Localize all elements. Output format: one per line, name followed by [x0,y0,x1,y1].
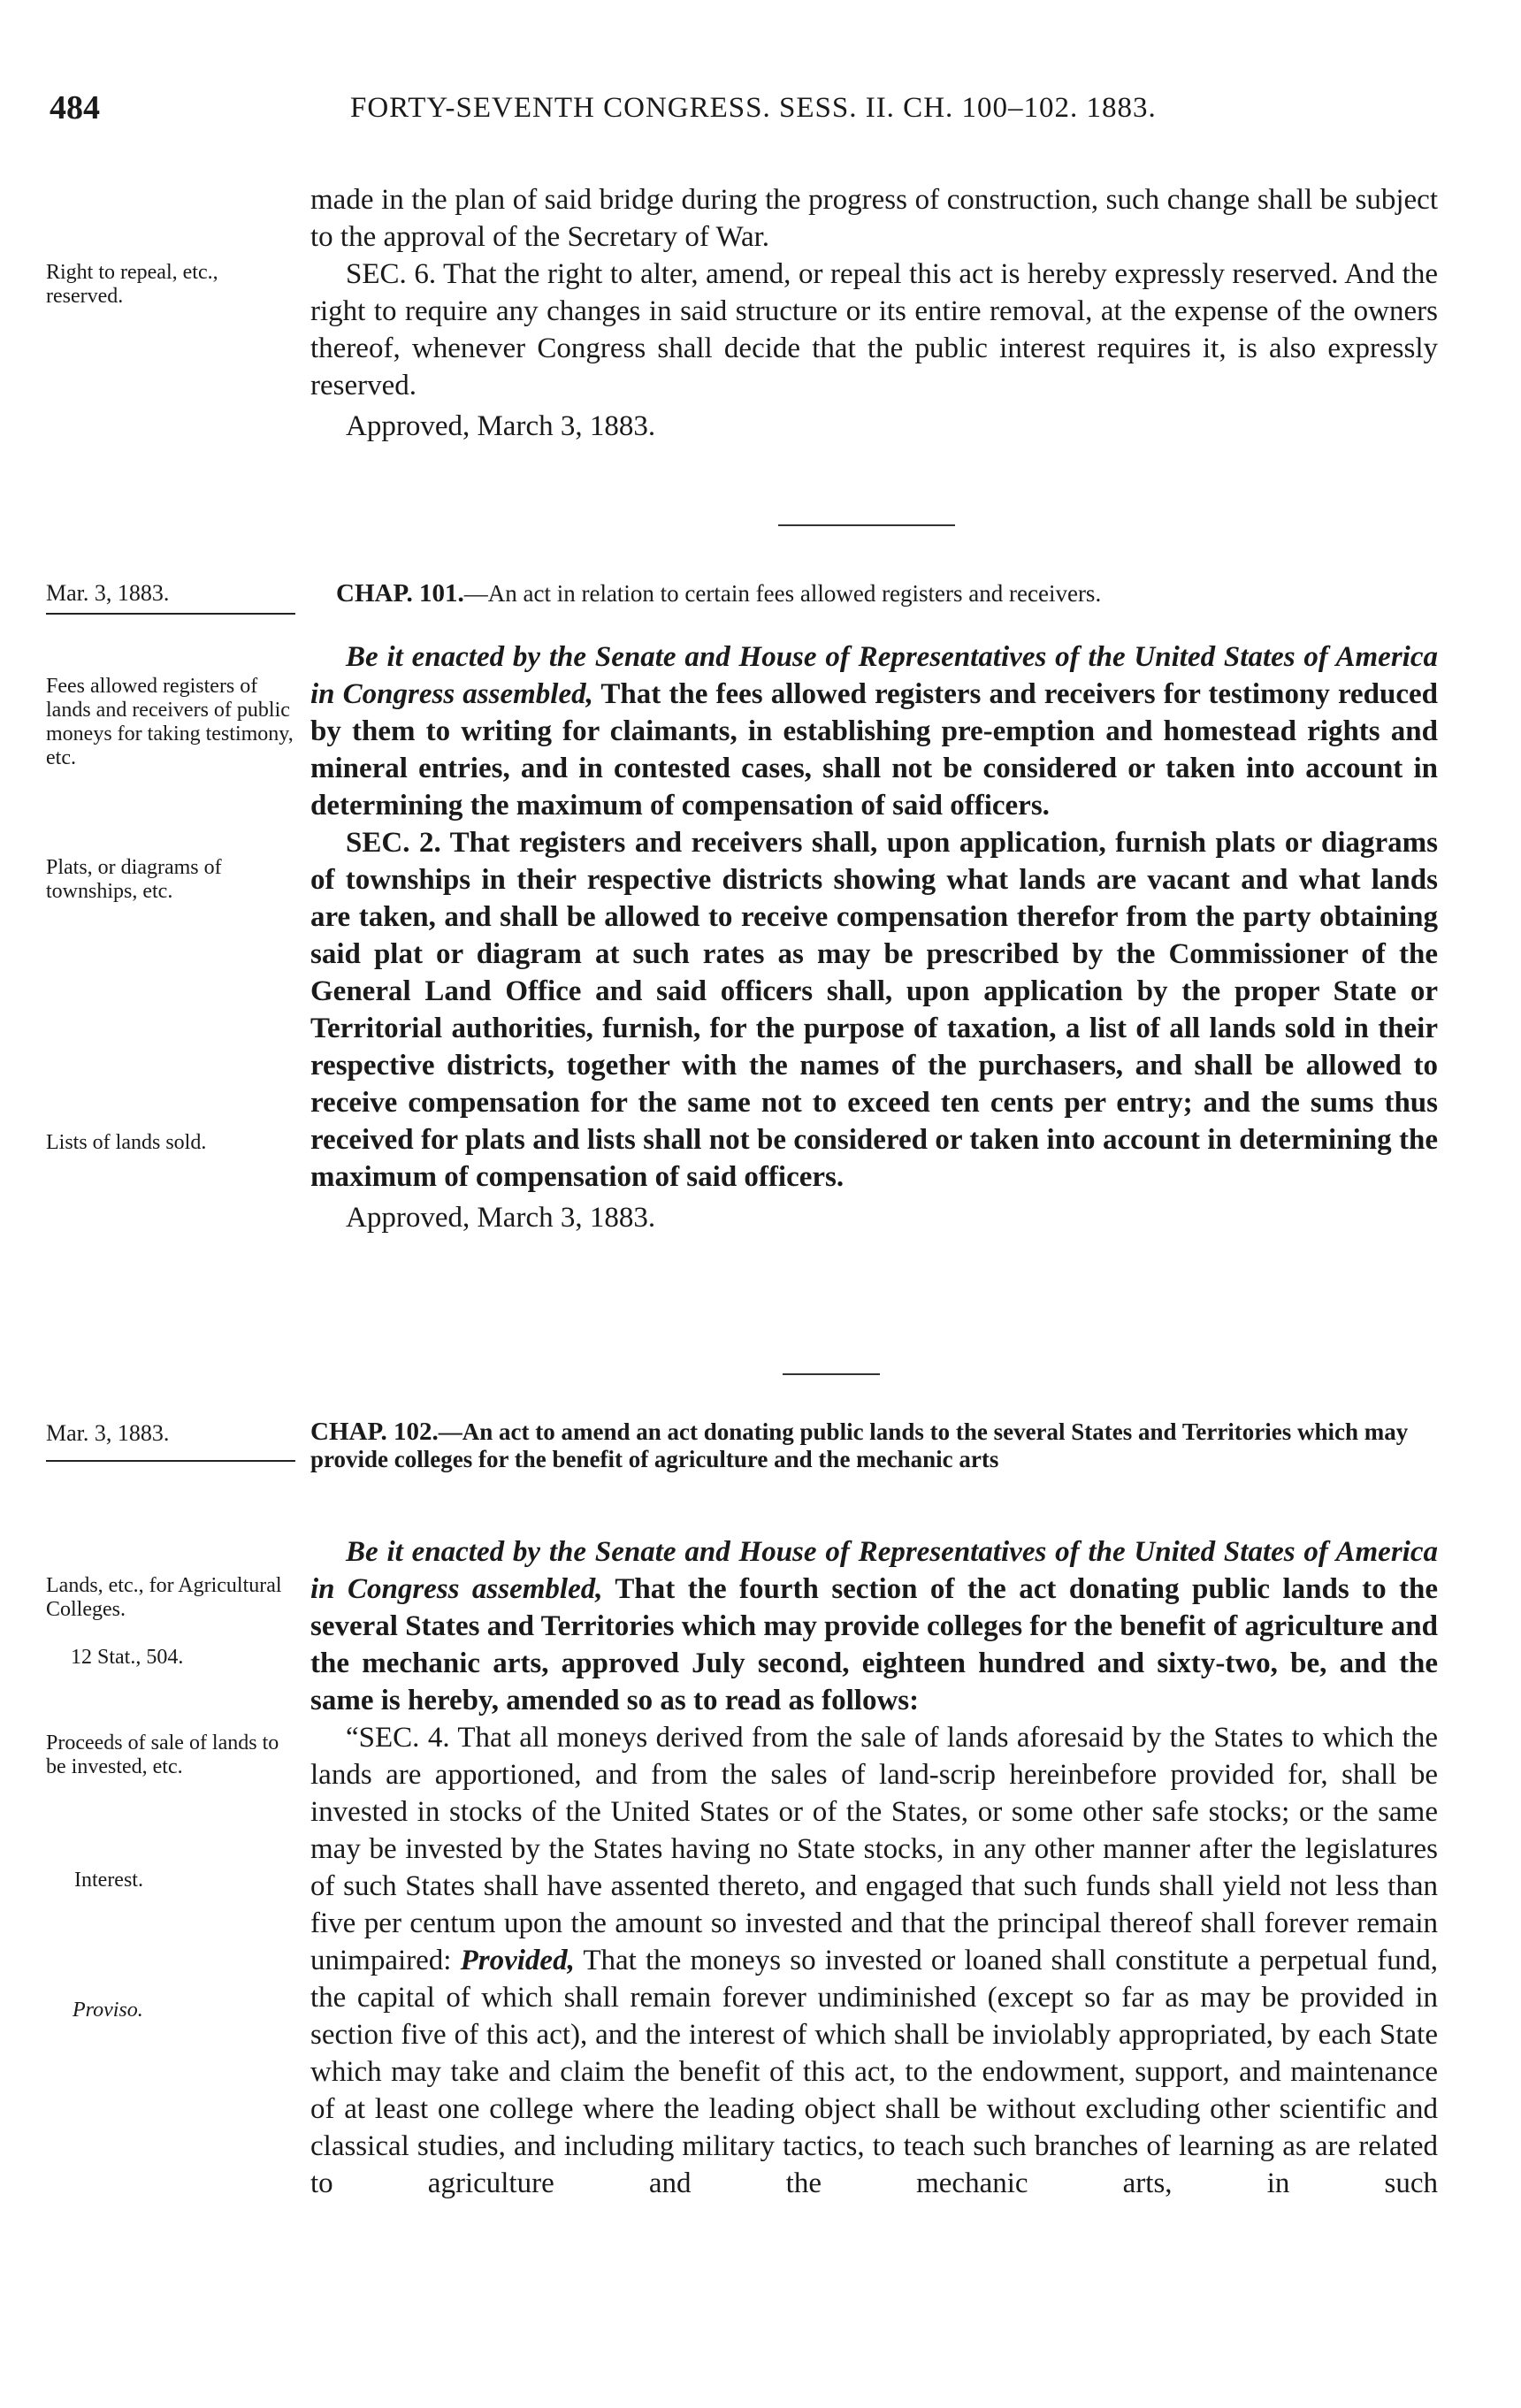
margin-note-lists: Lists of lands sold. [46,1131,207,1154]
chap102-section4 [310,1719,1438,2202]
chap100-continuation [310,181,1438,256]
margin-note-plats: Plats, or diagrams of townships, etc. [46,856,222,903]
chap100-section6 [310,256,1438,445]
chap102-date-rule [46,1460,295,1462]
chap101-date-rule [46,613,295,615]
chap102-body [310,1533,1438,2202]
chap101-label: CHAP. 101. [336,579,464,608]
margin-note-right-to-repeal: Right to repeal, etc., reserved. [46,261,218,308]
page-header [50,88,1437,133]
continuation-paragraph: made in the plan of said bridge during the progress of construction, such change shall be subject to the approval of the Secretary of War. [310,184,1438,253]
margin-note-proceeds: Proceeds of sale of lands to be invested, etc. [46,1731,279,1778]
chap102-heading [310,1418,1438,1473]
chap102-section1-text: That the fourth section of the act donating public lands to the several States and Territories which may provide colleges for the benefit of agriculture and the mechanic arts, approved July second, eighteen hundred and sixty-two, be, and the same is hereby, amended so as to read as follows: [310,1573,1439,1716]
chap102-date: Mar. 3, 1883. [46,1420,170,1446]
chap101-section1-text: That the fees allowed registers and receivers for testimony reduced by them to writing for claimants, in establishing pre-emption and homestead rights and mineral entries, and in contested cases, shall not be considered or taken into account in determining the maximum of compensation of said officers. [310,678,1439,822]
margin-note-fees: Fees allowed registers of lands and receivers of public moneys for taking testimony, etc. [46,675,294,769]
chap102-section4-proviso-text: That the moneys so invested or loaned shall constitute a perpetual fund, the capital of which shall remain forever undiminished (except so far as may be provided in section five of this act), and the interest of which shall be inviolably appropriated, by each State which may take and claim the benefit of this act, to the endowment, support, and maintenance of at least one college where the leading object shall be without excluding other scientific and classical studies, and including military tactics, to teach such branches of learning as are related to agriculture and the mechanic arts, in such [310,1945,1438,2199]
chap101-section2: SEC. 2. That registers and receivers shall, upon application, furnish plats or diagrams of townships in their respective districts showing what lands are vacant and what lands are taken, and shall be allowed to receive compensation therefor from the party obtaining said plat or diagram at such rates as may be prescribed by the Commissioner of the General Land Office and said officers shall, upon application by the proper State or Territorial authorities, furnish, for the purpose of taxation, a list of all lands sold in their respective districts, together with the names of the purchasers, and shall be allowed to receive compensation for the same not to exceed ten cents per entry; and the sums thus received for plats and lists shall not be considered or taken into account in determining the maximum of compensation of said officers. [310,827,1438,1193]
chap101-date: Mar. 3, 1883. [46,580,170,606]
chap100-approved: Approved, March 3, 1883. [346,410,656,442]
chap102-title: —An act to amend an act donating public lands to the several States and Territories which may provide colleges for the benefit of agriculture and the mechanic arts [310,1418,1409,1472]
running-title: FORTY-SEVENTH CONGRESS. SESS. II. CH. 100–102. 1883. [350,92,1157,124]
chap101-enacting-clause: Be it enacted by the Senate and House of Representatives of the United States of America in Congress assembled, [310,641,1438,710]
chap101-heading [336,580,1438,608]
chap102-section4-text: “SEC. 4. That all moneys derived from the sale of lands aforesaid by the States to which the lands are apportioned, and from the sales of land-scrip hereinbefore provided for, shall be invested in stocks of the United States or of the States, or some other safe stocks; or the same may be invested by the States having no State stocks, in any other manner after the legislatures of such States shall have assented thereto, and engaged that such funds shall yield not less than five per centum upon the amount so invested and that the principal thereof shall forever remain unimpaired: [310,1722,1438,1976]
chap102-label: CHAP. 102. [310,1418,439,1446]
page-number: 484 [50,89,100,126]
chap102-enacting-clause: Be it enacted by the Senate and House of Representatives of the United States of America in Congress assembled, [310,1536,1438,1605]
margin-note-proviso: Proviso. [73,1999,143,2022]
margin-note-lands: Lands, etc., for Agricultural Colleges. [46,1574,282,1621]
margin-note-interest: Interest. [74,1869,143,1892]
chap101-approved: Approved, March 3, 1883. [346,1202,656,1234]
section-divider [783,1373,880,1375]
chap101-title: —An act in relation to certain fees allowed registers and receivers. [463,580,1102,607]
section6-paragraph: SEC. 6. That the right to alter, amend, or repeal this act is hereby expressly reserved. And the right to require any changes in said structure or its entire removal, at the expense of the owners thereof, whenever Congress shall decide that the public interest requires it, is also expressly reserved. [310,258,1438,401]
chap101-body [310,638,1438,1236]
chap101-section1 [310,638,1438,824]
section-divider [778,524,955,526]
chap102-section1 [310,1533,1438,1719]
margin-note-stat: 12 Stat., 504. [71,1646,184,1669]
proviso-word: Provided, [460,1945,575,1976]
